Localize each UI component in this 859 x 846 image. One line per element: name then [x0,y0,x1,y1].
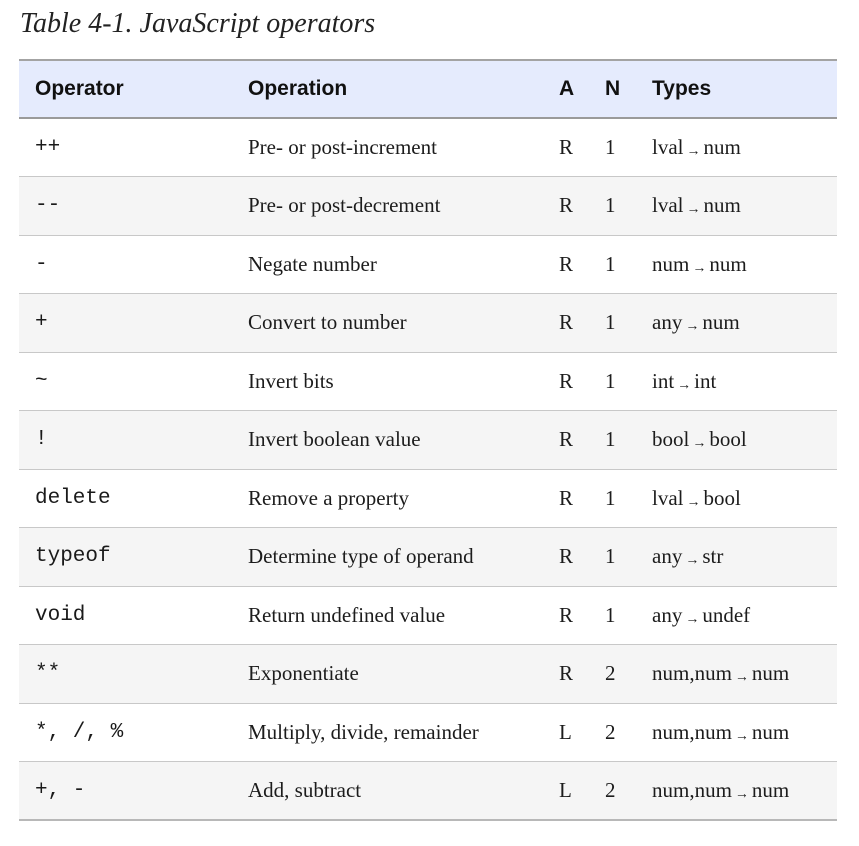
arrow-right-icon: → [685,553,700,569]
header-operation: Operation [248,60,559,118]
operation-cell: Return undefined value [248,602,446,627]
associativity-cell: R [559,368,574,393]
operator-cell: - [35,252,48,276]
arrow-right-icon: → [734,787,749,802]
table-header [19,60,837,118]
operator-cell: delete [35,486,111,510]
types-cell [652,528,837,587]
types-cell [652,703,837,762]
types-input: lval [652,135,684,159]
types-cell [652,352,837,411]
operators-table [19,59,837,821]
types-output: num [751,661,790,686]
operation-cell: Convert to number [248,310,407,335]
table-row [19,469,837,528]
arrow-right-icon: → [692,260,707,276]
associativity-cell: R [559,544,574,569]
associativity-cell: R [559,485,574,510]
header-operand-count: N [605,60,652,118]
types-input: any [652,310,683,335]
table-row [19,703,837,762]
associativity-cell: R [559,135,574,159]
operand-count-cell: 2 [605,719,616,744]
table-row [19,177,837,236]
operand-count-cell: 1 [605,193,616,218]
operator-cell: + [35,311,48,335]
types-cell [652,235,837,294]
types-output: num [751,778,790,802]
associativity-cell: R [559,602,574,627]
types-output: bool [703,485,741,510]
arrow-right-icon: → [677,377,692,393]
operator-cell: -- [35,194,61,218]
table-row [19,294,837,353]
types-output: num [703,193,741,218]
types-input: bool [652,427,690,452]
table-row [19,762,837,821]
types-output: num [751,719,790,744]
operation-cell: Multiply, divide, remainder [248,719,479,744]
arrow-right-icon: → [685,319,700,335]
types-input: num,num [652,661,732,686]
operation-cell: Determine type of operand [248,544,474,569]
operator-cell: void [35,603,86,627]
types-output: num [709,251,747,276]
types-input: num [652,251,690,276]
operator-cell: ++ [35,136,61,159]
types-output: str [702,544,724,569]
table-row [19,528,837,587]
operation-cell: Invert bits [248,368,334,393]
types-cell [652,469,837,528]
header-row [19,60,837,118]
table-row [19,645,837,704]
associativity-cell: R [559,251,574,276]
table-row [19,235,837,294]
associativity-cell: R [559,427,574,452]
operation-cell: Invert boolean value [248,427,421,452]
types-output: undef [702,602,751,627]
operation-cell: Add, subtract [248,778,362,802]
operand-count-cell: 1 [605,427,616,452]
header-associativity: A [559,60,605,118]
operand-count-cell: 2 [605,778,616,802]
types-output: int [694,368,717,393]
arrow-right-icon: → [686,494,701,510]
operation-cell: Negate number [248,251,377,276]
arrow-right-icon: → [686,144,701,159]
associativity-cell: R [559,310,574,335]
header-operator: Operator [19,60,248,118]
table-caption: Table 4-1. JavaScript operators [20,8,376,39]
table-row [19,118,837,177]
types-output: bool [709,427,747,452]
types-cell [652,118,837,177]
associativity-cell: L [559,719,572,744]
operator-cell: +, - [35,779,86,802]
operator-cell: ~ [35,369,48,393]
operator-cell: *, /, % [35,720,124,744]
types-input: any [652,544,683,569]
associativity-cell: R [559,661,574,686]
types-input: num,num [652,778,732,802]
operation-cell: Pre- or post-decrement [248,193,441,218]
operand-count-cell: 1 [605,310,616,335]
header-types: Types [652,60,837,118]
operation-cell: Pre- or post-increment [248,135,437,159]
types-input: lval [652,193,684,218]
arrow-right-icon: → [692,436,707,452]
operator-cell: typeof [35,545,111,569]
associativity-cell: L [559,778,572,802]
types-cell [652,645,837,704]
operation-cell: Remove a property [248,485,409,510]
operand-count-cell: 1 [605,602,616,627]
arrow-right-icon: → [686,202,701,218]
types-cell [652,762,837,821]
table-row [19,586,837,645]
operation-cell: Exponentiate [248,661,359,686]
types-cell [652,411,837,470]
table-row [19,352,837,411]
operator-cell: ** [35,662,61,686]
types-output: num [702,310,740,335]
types-input: int [652,368,675,393]
types-input: lval [652,485,684,510]
operand-count-cell: 1 [605,135,616,159]
arrow-right-icon: → [734,670,749,686]
operand-count-cell: 1 [605,544,616,569]
operand-count-cell: 1 [605,368,616,393]
associativity-cell: R [559,193,574,218]
operand-count-cell: 2 [605,661,616,686]
types-output: num [703,135,741,159]
table-body [19,118,837,820]
arrow-right-icon: → [685,611,700,627]
operator-cell: ! [35,428,48,452]
types-input: any [652,602,683,627]
arrow-right-icon: → [734,728,749,744]
table-row [19,411,837,470]
types-cell [652,294,837,353]
types-cell [652,586,837,645]
types-cell [652,177,837,236]
operand-count-cell: 1 [605,251,616,276]
operand-count-cell: 1 [605,485,616,510]
types-input: num,num [652,719,732,744]
